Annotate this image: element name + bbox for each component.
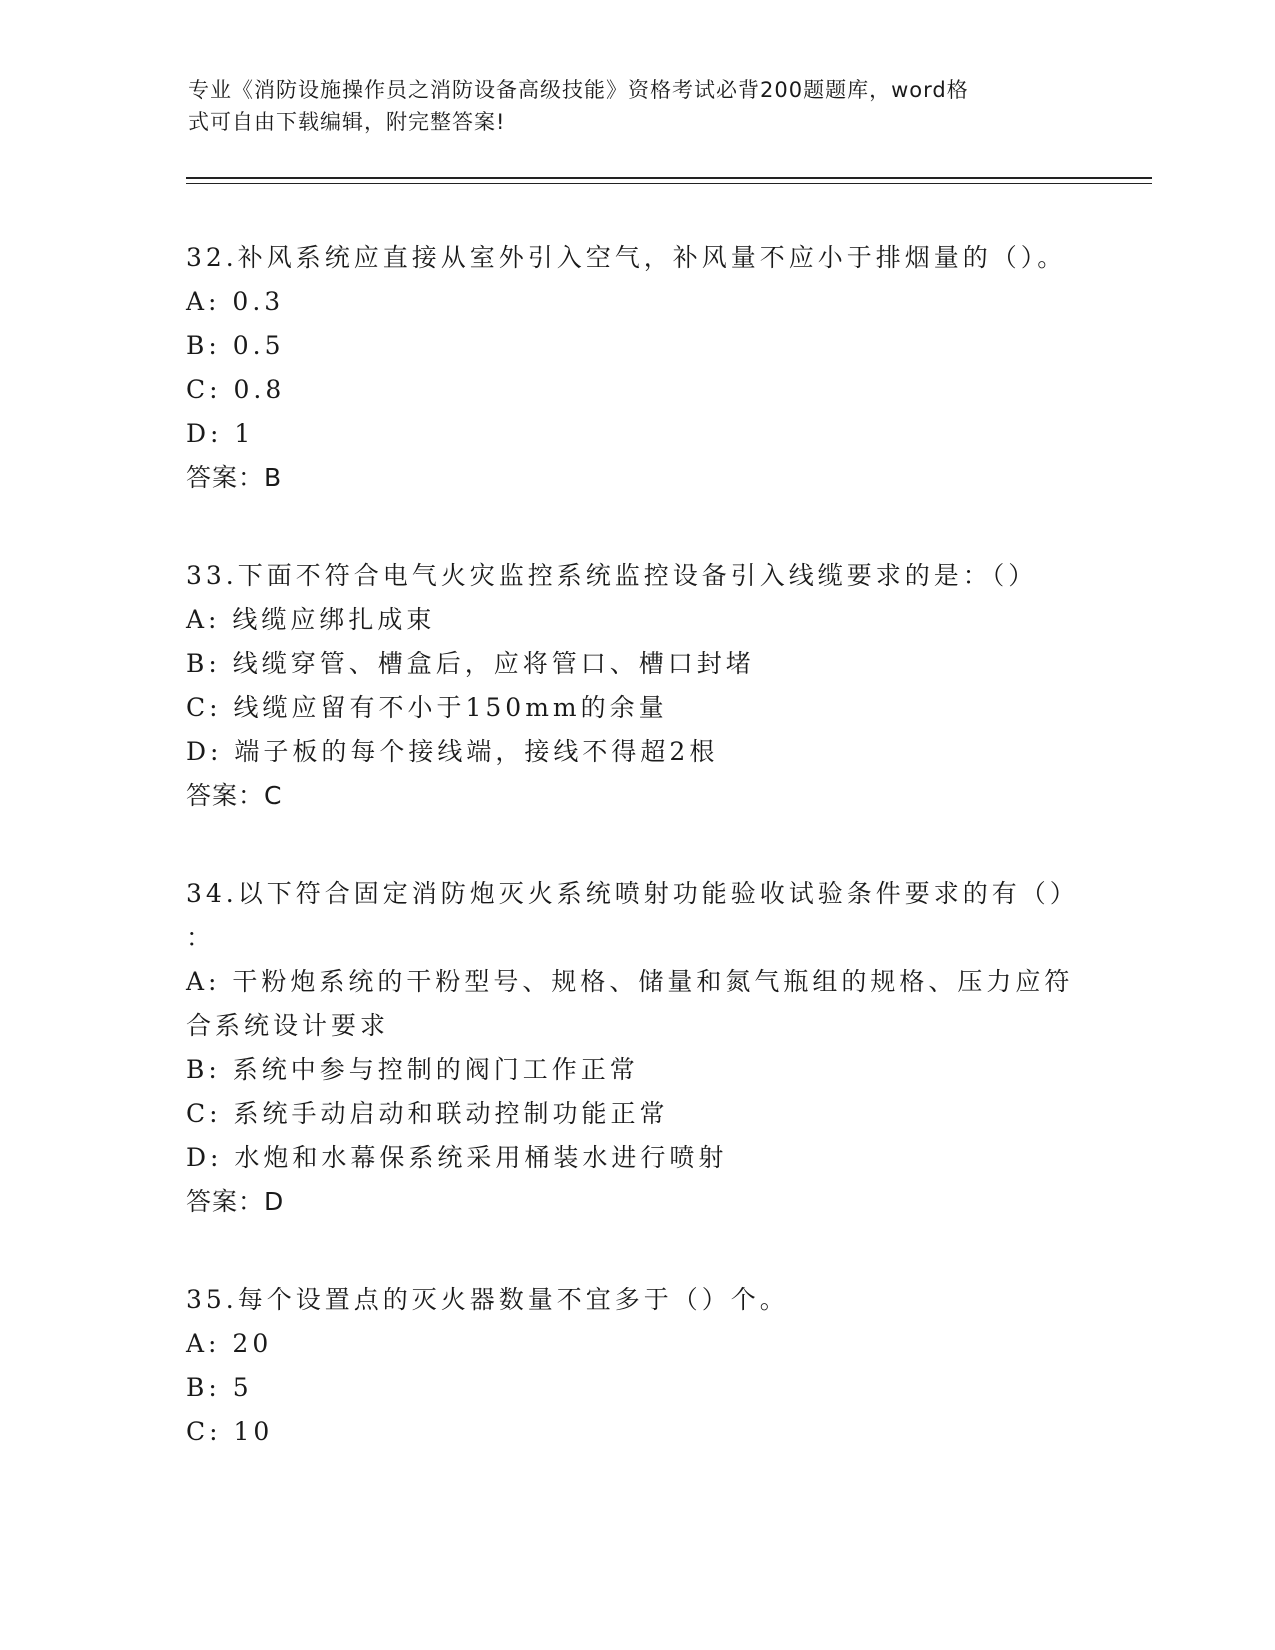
question-33 <box>186 554 1086 818</box>
question-32 <box>186 236 1086 500</box>
question-stem: 32.补风系统应直接从室外引入空气，补风量不应小于排烟量的（）。 <box>186 243 1067 272</box>
option-c: C: 系统手动启动和联动控制功能正常 <box>186 1099 669 1128</box>
option-a-continued: 合系统设计要求 <box>186 1011 390 1040</box>
document-header <box>188 74 1068 138</box>
option-b: B: 线缆穿管、槽盒后，应将管口、槽口封堵 <box>186 649 755 678</box>
answer: 答案：B <box>186 463 283 492</box>
option-a: A: 20 <box>186 1329 273 1358</box>
option-d: D: 水炮和水幕保系统采用桶装水进行喷射 <box>186 1143 728 1172</box>
header-line-1: 专业《消防设施操作员之消防设备高级技能》资格考试必背200题题库，word格 <box>188 78 969 102</box>
option-c: C: 10 <box>186 1417 274 1446</box>
question-35 <box>186 1278 1086 1454</box>
question-stem: 35.每个设置点的灭火器数量不宜多于（）个。 <box>186 1285 789 1314</box>
option-d: D: 端子板的每个接线端，接线不得超2根 <box>186 737 719 766</box>
header-line-2: 式可自由下载编辑，附完整答案! <box>188 110 506 134</box>
answer: 答案：D <box>186 1187 285 1216</box>
option-c: C: 0.8 <box>186 375 286 404</box>
header-divider-thick <box>186 177 1152 179</box>
option-b: B: 5 <box>186 1373 253 1402</box>
option-c: C: 线缆应留有不小于150mm的余量 <box>186 693 668 722</box>
option-b: B: 0.5 <box>186 331 285 360</box>
option-a: A: 干粉炮系统的干粉型号、规格、储量和氮气瓶组的规格、压力应符 <box>186 967 1074 996</box>
option-a: A: 线缆应绑扎成束 <box>186 605 436 634</box>
option-a: A: 0.3 <box>186 287 285 316</box>
option-b: B: 系统中参与控制的阀门工作正常 <box>186 1055 639 1084</box>
header-divider-thin <box>186 183 1152 184</box>
question-stem: 34.以下符合固定消防炮灭火系统喷射功能验收试验条件要求的有（） <box>186 879 1079 908</box>
question-34 <box>186 872 1086 1224</box>
question-stem: 33.下面不符合电气火灾监控系统监控设备引入线缆要求的是：（） <box>186 561 1038 590</box>
answer: 答案：C <box>186 781 283 810</box>
question-stem-continued: ： <box>186 923 216 952</box>
option-d: D: 1 <box>186 419 255 448</box>
